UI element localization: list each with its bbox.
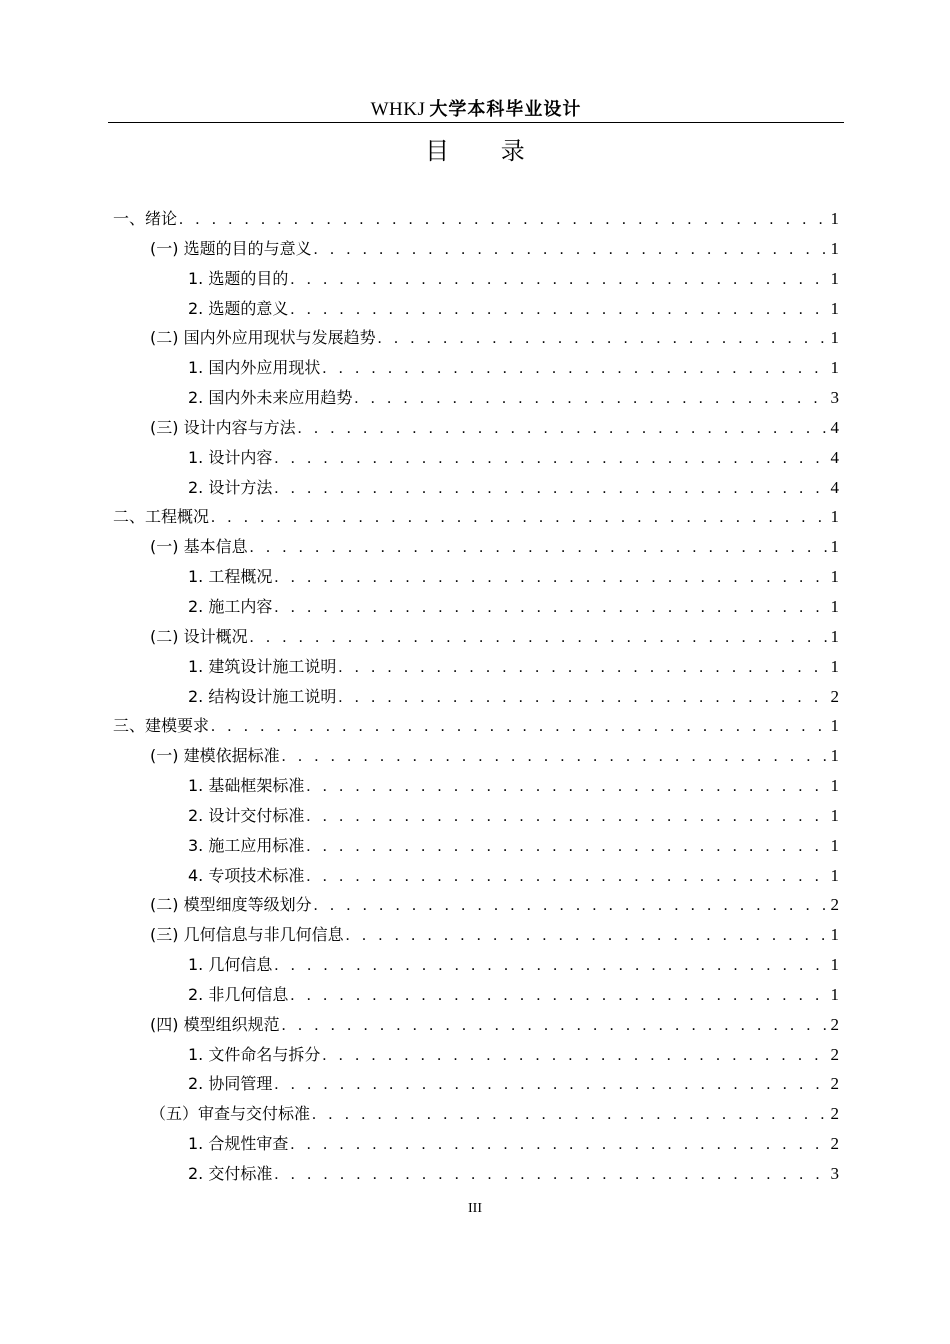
toc-leader-dots	[290, 981, 827, 1010]
toc-leader-dots	[179, 205, 827, 234]
toc-leader-dots	[250, 533, 828, 562]
toc-entry-page: 2	[830, 1104, 839, 1124]
toc-entry-label: 1. 几何信息	[188, 955, 273, 975]
toc-entry[interactable]	[113, 1069, 839, 1099]
toc-entry-page: 1	[830, 298, 839, 318]
toc-entry-label: （五）审查与交付标准	[150, 1104, 311, 1124]
toc-entry-page: 1	[830, 984, 839, 1004]
toc-entry[interactable]	[113, 1040, 839, 1070]
toc-entry-label: 1. 建筑设计施工说明	[188, 656, 337, 676]
toc-entry[interactable]	[113, 204, 839, 234]
toc-entry[interactable]	[113, 234, 839, 264]
toc-entry-page: 1	[830, 626, 839, 646]
toc-entry[interactable]	[113, 502, 839, 532]
toc-entry[interactable]	[113, 771, 839, 801]
toc-entry-page: 1	[830, 805, 839, 825]
toc-entry-page: 2	[830, 1014, 839, 1034]
toc-entry-label: (一) 选题的目的与意义	[150, 238, 312, 258]
toc-entry-label: (二) 设计概况	[150, 626, 248, 646]
toc-entry[interactable]	[113, 264, 839, 294]
toc-entry-page: 1	[830, 925, 839, 945]
toc-entry-page: 2	[830, 895, 839, 915]
toc-entry-label: 2. 交付标准	[188, 1164, 273, 1183]
running-header	[108, 96, 844, 122]
toc-leader-dots	[378, 324, 828, 353]
toc-entry[interactable]	[113, 711, 839, 741]
toc-entry-label: 1. 合规性审查	[188, 1134, 289, 1154]
toc-entry-page: 2	[830, 686, 839, 706]
toc-leader-dots	[290, 1130, 827, 1159]
toc-leader-dots	[274, 444, 827, 473]
toc-entry-label: (四) 模型组织规范	[150, 1014, 280, 1034]
header-rule	[108, 122, 844, 123]
toc-entry-label: (二) 模型细度等级划分	[150, 895, 312, 915]
toc-entry[interactable]	[113, 413, 839, 443]
toc-entry-page: 1	[830, 746, 839, 766]
page-number: III	[468, 1201, 482, 1216]
toc-leader-dots	[338, 683, 827, 712]
toc-entry[interactable]	[113, 682, 839, 712]
toc-entry-label: (二) 国内外应用现状与发展趋势	[150, 328, 376, 348]
toc-entry[interactable]	[113, 950, 839, 980]
toc-leader-dots	[274, 474, 827, 503]
toc-entry[interactable]	[113, 652, 839, 682]
toc-entry-page: 1	[830, 507, 839, 527]
toc-entry-label: 2. 设计方法	[188, 477, 273, 497]
toc-entry-page: 4	[830, 477, 839, 497]
toc-entry-label: 1. 工程概况	[188, 567, 273, 587]
toc-entry[interactable]	[113, 920, 839, 950]
toc-leader-dots	[354, 384, 827, 413]
toc-leader-dots	[306, 832, 827, 861]
toc-entry-label: 二、工程概况	[113, 507, 210, 527]
toc-entry-label: 2. 设计交付标准	[188, 805, 305, 825]
toc-entry-label: 1. 选题的目的	[188, 268, 289, 288]
toc-entry-page: 1	[830, 238, 839, 258]
toc-leader-dots	[322, 1041, 827, 1070]
toc-entry-page: 2	[830, 1134, 839, 1154]
toc-leader-dots	[298, 414, 828, 443]
toc-entry[interactable]	[113, 353, 839, 383]
toc-entry-page: 1	[830, 776, 839, 796]
toc-entry[interactable]	[113, 861, 839, 891]
toc-entry-page: 1	[830, 716, 839, 736]
toc-entry-page: 1	[830, 537, 839, 557]
toc-leader-dots	[314, 235, 828, 264]
toc-entry[interactable]	[113, 592, 839, 622]
toc-entry-page: 1	[830, 567, 839, 587]
toc-leader-dots	[306, 802, 827, 831]
toc-entry-page: 4	[830, 447, 839, 467]
toc-entry-label: 2. 国内外未来应用趋势	[188, 388, 353, 408]
toc-entry-label: (三) 几何信息与非几何信息	[150, 925, 344, 945]
toc-entry[interactable]	[113, 294, 839, 324]
toc-entry-label: 3. 施工应用标准	[188, 835, 305, 855]
toc-entry-label: 2. 施工内容	[188, 596, 273, 616]
header-university: 大学本科毕业设计	[429, 99, 582, 120]
toc-entry-page: 1	[830, 268, 839, 288]
toc-entry-label: 2. 协同管理	[188, 1074, 273, 1094]
toc-entry-label: (一) 基本信息	[150, 537, 248, 557]
toc-entry-page: 1	[830, 955, 839, 975]
toc-entry-label: 2. 结构设计施工说明	[188, 686, 337, 706]
toc-entry[interactable]	[113, 890, 839, 920]
toc-entry-label: 2. 非几何信息	[188, 984, 289, 1004]
toc-entry-page: 2	[830, 1074, 839, 1094]
toc-leader-dots	[346, 921, 828, 950]
toc-entry[interactable]	[113, 562, 839, 592]
toc-entry-page: 2	[830, 1044, 839, 1064]
toc-leader-dots	[290, 295, 827, 324]
page-title: 目 录	[425, 137, 547, 165]
toc-entry-page: 3	[830, 1164, 839, 1183]
toc-entry-label: 4. 专项技术标准	[188, 865, 305, 885]
toc-entry-label: 三、建模要求	[113, 716, 210, 736]
toc-leader-dots	[211, 712, 827, 741]
header-brand: WHKJ	[370, 99, 426, 120]
toc-entry-label: (三) 设计内容与方法	[150, 417, 296, 437]
toc-entry-label: 1. 文件命名与拆分	[188, 1044, 321, 1064]
toc-entry[interactable]	[113, 741, 839, 771]
toc-leader-dots	[282, 742, 828, 771]
toc-entry-page: 1	[830, 596, 839, 616]
toc-leader-dots	[322, 354, 827, 383]
toc-leader-dots	[314, 891, 828, 920]
toc-entry[interactable]	[113, 622, 839, 652]
toc-entry-label: 1. 设计内容	[188, 447, 273, 467]
toc-entry[interactable]	[113, 980, 839, 1010]
toc-leader-dots	[312, 1100, 827, 1129]
toc-leader-dots	[290, 265, 827, 294]
toc-leader-dots	[250, 623, 828, 652]
toc-leader-dots	[274, 593, 827, 622]
toc-entry-page: 3	[830, 388, 839, 408]
toc-entry[interactable]	[113, 443, 839, 473]
toc-entry-page: 1	[830, 865, 839, 885]
toc-leader-dots	[274, 563, 827, 592]
toc-entry-label: 1. 国内外应用现状	[188, 358, 321, 378]
toc-entry[interactable]	[113, 1159, 839, 1189]
toc-entry[interactable]	[113, 801, 839, 831]
toc-entry[interactable]	[113, 1099, 839, 1129]
toc-entry[interactable]	[113, 831, 839, 861]
toc-leader-dots	[306, 862, 827, 891]
toc-entry-page: 1	[830, 328, 839, 348]
toc-leader-dots	[338, 653, 827, 682]
toc-entry-page: 1	[830, 835, 839, 855]
toc-entry-label: 2. 选题的意义	[188, 298, 289, 318]
toc-leader-dots	[211, 503, 827, 532]
toc-leader-dots	[274, 1070, 827, 1099]
toc-entry-label: (一) 建模依据标准	[150, 746, 280, 766]
toc-entry[interactable]	[113, 1010, 839, 1040]
toc-leader-dots	[274, 951, 827, 980]
table-of-contents	[113, 204, 839, 1189]
toc-entry[interactable]	[113, 473, 839, 503]
toc-entry[interactable]	[113, 323, 839, 353]
toc-entry[interactable]	[113, 383, 839, 413]
toc-entry[interactable]	[113, 1129, 839, 1159]
toc-entry-page: 1	[830, 358, 839, 378]
toc-entry-label: 一、绪论	[113, 209, 178, 228]
toc-leader-dots	[274, 1160, 827, 1189]
toc-entry-label: 1. 基础框架标准	[188, 776, 305, 796]
toc-entry-page: 1	[830, 209, 839, 228]
toc-entry-page: 4	[830, 417, 839, 437]
toc-leader-dots	[306, 772, 827, 801]
toc-leader-dots	[282, 1011, 828, 1040]
toc-entry-page: 1	[830, 656, 839, 676]
toc-entry[interactable]	[113, 532, 839, 562]
